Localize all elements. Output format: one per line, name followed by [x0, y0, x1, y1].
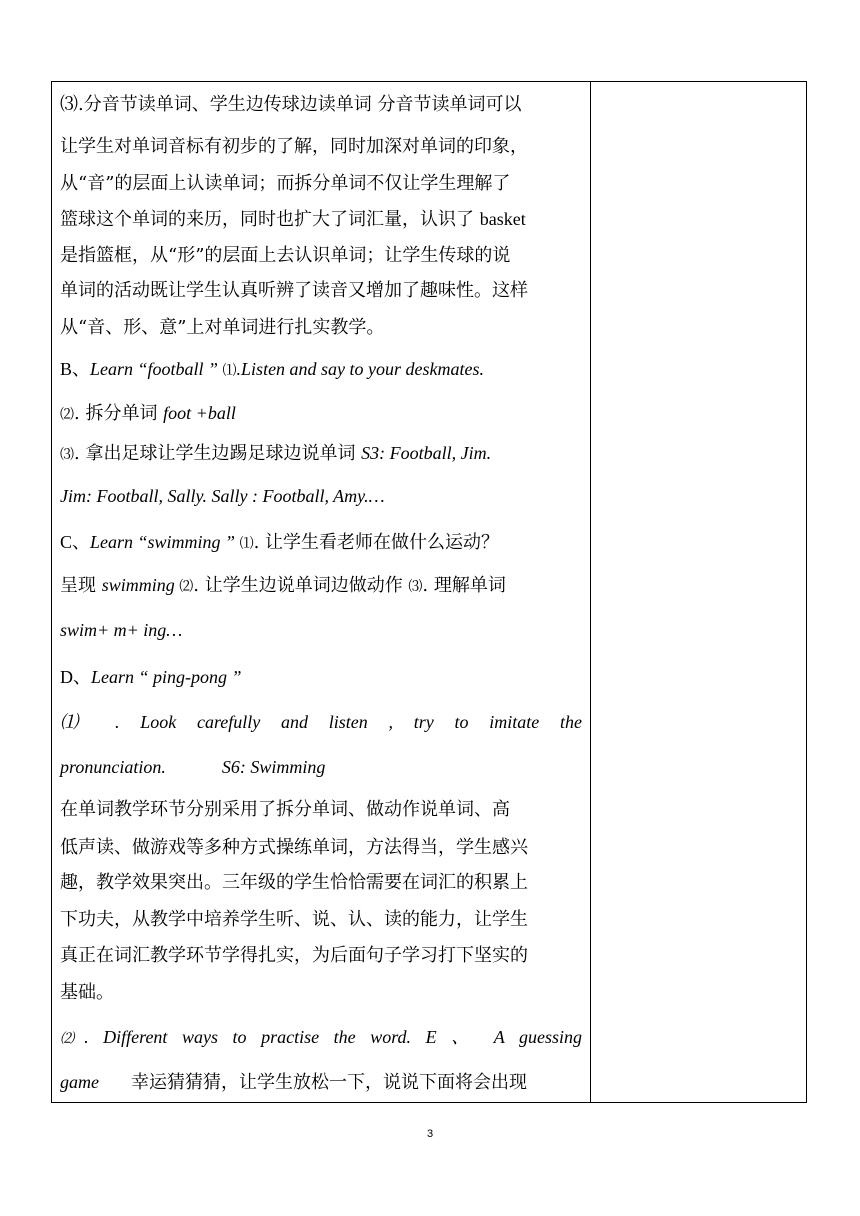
page-number: 3 [426, 1128, 434, 1140]
separator: 、 [73, 667, 91, 688]
step-number: ⑴ [239, 536, 254, 552]
separator: 、 [72, 532, 91, 553]
english-text: . Different ways to practise the word. E 、 A guessing [84, 1027, 583, 1047]
step-number: ⑵ [60, 1032, 85, 1047]
text-line [60, 279, 582, 303]
text-line [60, 573, 582, 599]
text-line [60, 1070, 582, 1095]
text-line [60, 441, 582, 467]
english-text: game [60, 1072, 99, 1092]
english-text: Learn “ ping-pong ” [91, 667, 242, 687]
text-line [60, 710, 582, 734]
text-line [60, 944, 582, 968]
line-text: 幸运猜猜猜，让学生放松一下，说说下面将会出现 [131, 1072, 527, 1093]
section-letter: C [60, 532, 73, 552]
line-text: 从“音、形、意”上对单词进行扎实教学。 [60, 317, 385, 338]
text-line [60, 93, 582, 117]
text-line [60, 618, 582, 643]
section-letter: B [60, 359, 73, 379]
step-number: ⑶ [60, 447, 74, 463]
text-line [60, 401, 582, 427]
line-text: 真正在词汇教学环节学得扎实，为后面句子学习打下坚实的 [60, 945, 528, 966]
text-line [60, 1025, 582, 1052]
step-number: ⑵ [179, 579, 194, 595]
section-heading-d [60, 665, 582, 690]
text-line [60, 244, 582, 268]
english-word: basket [479, 209, 526, 229]
text-line [60, 755, 582, 780]
column-divider [590, 82, 591, 1102]
english-text: swimming [101, 575, 180, 595]
line-text: 呈现 [60, 575, 102, 596]
line-text: 让学生对单词音标有初步的了解，同时加深对单词的印象， [60, 136, 528, 157]
english-text: Jim: Football, Sally. Sally : Football [60, 486, 325, 506]
english-text: .Listen and say to your deskmates. [236, 359, 485, 379]
text-line [60, 172, 582, 196]
line-text: 基础。 [60, 982, 114, 1003]
text-line [60, 798, 582, 822]
line-text: 低声读、做游戏等多种方式操练单词，方法得当，学生感兴 [60, 837, 528, 858]
line-text: . 理解单词 [422, 575, 506, 596]
text-line [60, 484, 582, 509]
english-text: Learn “swimming ” [90, 532, 240, 552]
line-text: . 让学生边说单词边做动作 [193, 575, 409, 596]
lesson-table [51, 81, 807, 1103]
section-heading-c [60, 530, 582, 556]
english-text: foot +ball [163, 403, 236, 423]
notes-cell [592, 82, 806, 1102]
line-text: . 拆分单词 [74, 403, 164, 424]
english-text: S6: Swimming [221, 757, 326, 777]
text-line [60, 871, 582, 895]
english-text: swim+ m+ ing… [60, 620, 183, 640]
step-number: ⑴ [222, 363, 237, 379]
line-text: 篮球这个单词的来历，同时也扩大了词汇量，认识了 [60, 209, 480, 230]
english-text: S3: Football, Jim. [361, 443, 492, 463]
line-text: ⑶.分音节读单词、学生边传球边读单词 分音节读单词可以 [60, 94, 522, 115]
section-letter: D [60, 667, 73, 687]
text-line [60, 207, 582, 232]
text-line [60, 836, 582, 860]
line-text: . 拿出足球让学生边踢足球边说单词 [74, 443, 362, 464]
line-text: 是指篮框，从“形”的层面上去认识单词；让学生传球的说 [60, 245, 511, 266]
step-number: ⑵ [60, 407, 74, 423]
english-text: , Amy.… [324, 486, 385, 506]
text-line [60, 135, 582, 159]
separator: 、 [72, 359, 91, 380]
line-text: 单词的活动既让学生认真听辨了读音又增加了趣味性。这样 [60, 280, 528, 301]
line-text: 在单词教学环节分别采用了拆分单词、做动作说单词、高 [60, 799, 510, 820]
english-text: pronunciation. [60, 757, 166, 777]
line-text: . 让学生看老师在做什么运动？ [253, 532, 500, 553]
section-heading-b [60, 357, 582, 383]
text-line [60, 316, 582, 340]
step-number: ⑶ [408, 579, 423, 595]
text-line [60, 981, 582, 1005]
english-text: ⑴ . Look carefully and listen , try to imitate the [60, 712, 582, 732]
teaching-content-cell [60, 82, 582, 1102]
english-text: Learn “football ” [90, 359, 223, 379]
line-text: 从“音”的层面上认读单词；而拆分单词不仅让学生理解了 [60, 173, 511, 194]
line-text: 下功夫，从教学中培养学生听、说、认、读的能力，让学生 [60, 909, 528, 930]
line-text: 趣，教学效果突出。三年级的学生恰恰需要在词汇的积累上 [60, 872, 528, 893]
text-line [60, 908, 582, 932]
